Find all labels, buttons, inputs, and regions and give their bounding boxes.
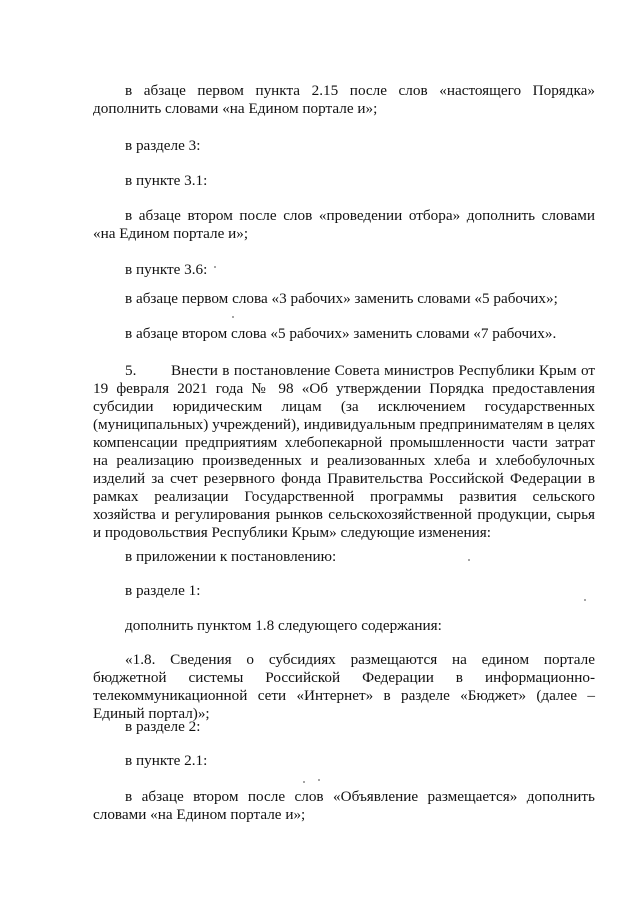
paragraph-3-6-second: в абзаце втором слова «5 рабочих» заменить словами «7 рабочих». <box>125 325 557 342</box>
paragraph-point-3-1: в пункте 3.1: <box>125 172 208 189</box>
paragraph-1-8-text: «1.8. Сведения о субсидиях размещаются на едином портале бюджетной системы Российской Федерации в информационно-телекоммуникационной сети «Интернет» в разделе «Бюджет» (далее – Единый портал)»; <box>93 651 595 722</box>
paragraph-2-1-amendment: в абзаце втором после слов «Объявление размещается» дополнить словами «на Едином портале и»; <box>93 788 595 823</box>
paragraph-point-2-1: в пункте 2.1: <box>125 752 208 769</box>
scan-speck <box>468 559 470 561</box>
scan-speck <box>214 266 216 268</box>
paragraph-3-1-amendment: в абзаце втором после слов «проведении отбора» дополнить словами «на Едином портале и»; <box>93 207 595 242</box>
paragraph-section-3: в разделе 3: <box>125 137 201 154</box>
item-5-paragraph <box>93 362 595 542</box>
scan-speck <box>318 779 320 781</box>
paragraph-section-1: в разделе 1: <box>125 582 201 599</box>
paragraph-add-1-8: дополнить пунктом 1.8 следующего содержания: <box>125 617 442 634</box>
paragraph-section-2: в разделе 2: <box>125 718 201 735</box>
paragraph-point-3-6: в пункте 3.6: <box>125 261 208 278</box>
paragraph-3-6-first: в абзаце первом слова «3 рабочих» заменить словами «5 рабочих»; <box>125 290 558 307</box>
paragraph-2-15-amendment: в абзаце первом пункта 2.15 после слов «настоящего Порядка» дополнить словами «на Едином портале и»; <box>93 82 595 117</box>
scan-speck <box>584 599 586 601</box>
scan-speck <box>232 316 234 318</box>
item-5-text: Внести в постановление Совета министров Республики Крым от 19 февраля 2021 года № 98 «Об утверждении Порядка предоставления субсидии юридическим лицам (за исключением государственных (муниципальных) учреждений), индивидуальным предпринимателям в целях компенсации предприятиям хлебопекарной промышленности части затрат на реализацию произведенных и реализованных хлеба и хлебобулочных изделий за счет резервного фонда Правительства Российской Федерации в рамках реализации Государственной программы развития сельского хозяйства и регулирования рынков сельскохозяйственной продукции, сырья и продовольствия Республики Крым» следующие изменения: <box>93 362 595 541</box>
item-5-number: 5. <box>125 362 137 379</box>
scan-speck <box>303 781 305 783</box>
paragraph-appendix: в приложении к постановлению: <box>125 548 337 565</box>
